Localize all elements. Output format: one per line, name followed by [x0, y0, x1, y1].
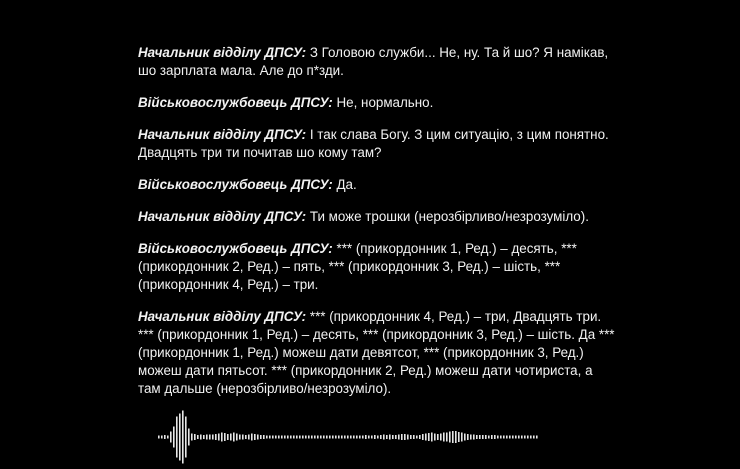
utterance-text: З Головою служби... Не, ну. Та й шо? Я намікав, шо зарплата мала. Але до п*зди. [138, 45, 609, 78]
waveform-bar [179, 414, 181, 461]
speaker-label: Начальник відділу ДПСУ: [138, 309, 307, 324]
waveform-bar [338, 436, 340, 439]
waveform-bar [341, 436, 343, 439]
waveform-bar [443, 433, 445, 442]
waveform-bar [530, 436, 532, 439]
waveform-bar [212, 435, 214, 440]
waveform-bar [191, 434, 193, 441]
waveform-bar [473, 435, 475, 440]
waveform-bar [218, 434, 220, 441]
waveform-bar [413, 435, 415, 439]
waveform-bar [206, 435, 208, 440]
waveform-bar [203, 435, 205, 439]
waveform-bar [401, 434, 403, 440]
waveform-bar [257, 435, 259, 440]
waveform-bar [311, 436, 313, 439]
waveform-bar [353, 436, 355, 439]
waveform-bar [200, 435, 202, 440]
waveform-bar [440, 434, 442, 441]
waveform-bar [356, 436, 358, 439]
waveform-bar [485, 435, 487, 439]
waveform-bar [407, 435, 409, 440]
waveform-bar [209, 435, 211, 440]
waveform-bar [266, 436, 268, 439]
transcript-entry [138, 126, 618, 162]
waveform-bar [347, 436, 349, 439]
waveform-bar [350, 436, 352, 439]
waveform-bar [224, 433, 226, 441]
waveform-bar [185, 417, 187, 458]
waveform-bar [176, 417, 178, 458]
waveform-bar [302, 436, 304, 439]
waveform-bar [290, 436, 292, 439]
waveform-bar [320, 436, 322, 439]
waveform-bar [524, 436, 526, 439]
waveform-bar [215, 434, 217, 440]
waveform-bar [263, 435, 265, 439]
waveform-bar [326, 436, 328, 439]
waveform-bar [446, 433, 448, 442]
waveform-bar [515, 436, 517, 439]
waveform-bar [461, 433, 463, 442]
waveform-bar [377, 436, 379, 439]
waveform-bar [425, 434, 427, 441]
utterance-text: Ти може трошки (нерозбірливо/незрозуміло). [306, 209, 589, 224]
transcript-entry [138, 208, 618, 226]
waveform-bar [380, 435, 382, 439]
waveform-bar [476, 435, 478, 439]
waveform-bar [497, 436, 499, 439]
waveform-bar [359, 436, 361, 439]
waveform-bar [188, 429, 190, 446]
waveform-graphic [158, 390, 548, 469]
waveform-bar [422, 434, 424, 440]
waveform-bar [197, 435, 199, 439]
waveform-bar [284, 436, 286, 439]
waveform-bar [386, 435, 388, 439]
waveform-bar [230, 434, 232, 441]
waveform-bar [494, 435, 496, 439]
waveform-bar [314, 436, 316, 439]
waveform-bar [164, 435, 166, 439]
waveform-bar [260, 435, 262, 439]
waveform-bar [233, 433, 235, 442]
waveform-bar [227, 434, 229, 440]
speaker-label: Начальник відділу ДПСУ: [138, 45, 307, 60]
waveform-bar [293, 436, 295, 439]
waveform-bar [374, 435, 376, 439]
waveform-bar [278, 436, 280, 439]
waveform-bar [344, 436, 346, 439]
waveform-bar [194, 434, 196, 440]
waveform-bar [479, 435, 481, 439]
waveform-bar [158, 436, 160, 439]
waveform-bar [509, 436, 511, 439]
waveform-bar [431, 433, 433, 442]
waveform-bar [428, 433, 430, 441]
waveform-bar [503, 436, 505, 439]
waveform-bar [488, 436, 490, 439]
waveform-bar [317, 436, 319, 439]
waveform-bar [467, 434, 469, 440]
waveform-bar [182, 411, 184, 464]
transcript-entry [138, 308, 618, 398]
waveform-bar [404, 434, 406, 440]
speaker-label: Військовослужбовець ДПСУ: [138, 241, 333, 256]
speaker-label: Начальник відділу ДПСУ: [138, 127, 307, 142]
waveform-bar [491, 435, 493, 439]
waveform-bar [371, 436, 373, 439]
utterance-text: Да. [332, 177, 357, 192]
waveform-bar [251, 434, 253, 441]
transcript-entry [138, 94, 618, 112]
waveform-bar [449, 432, 451, 443]
waveform-bar [434, 434, 436, 441]
waveform-bar [512, 436, 514, 439]
speaker-label: Військовослужбовець ДПСУ: [138, 177, 333, 192]
waveform-bar [458, 432, 460, 442]
waveform-bar [368, 436, 370, 439]
waveform-bar [362, 436, 364, 439]
waveform-bar [296, 436, 298, 439]
waveform-bar [323, 436, 325, 439]
waveform-bar [335, 436, 337, 439]
waveform-bar [533, 436, 535, 439]
waveform-bar [236, 434, 238, 441]
waveform-bar [437, 434, 439, 440]
transcript-entry [138, 44, 618, 80]
utterance-text: Не, нормально. [332, 95, 434, 110]
waveform-bar [173, 427, 175, 448]
waveform-bar [392, 435, 394, 439]
utterance-text: І так слава Богу. З цим ситуацію, з цим понятно. Двадцять три ти почитав шо кому там? [138, 127, 609, 160]
waveform-bar [308, 436, 310, 439]
speaker-label: Військовослужбовець ДПСУ: [138, 95, 333, 110]
waveform-bar [419, 435, 421, 439]
waveform-bar [536, 436, 538, 439]
waveform-bar [470, 435, 472, 440]
utterance-text: *** (прикордонник 1, Ред.) – десять, *** (прикордонник 2, Ред.) – пять, *** (прикордонник 3, Ред.) – шість, *** (прикордонник 4, Ред.) – три. [138, 241, 577, 292]
waveform-bar [416, 436, 418, 439]
waveform-bar [455, 431, 457, 443]
waveform-bar [329, 436, 331, 439]
transcript-entry [138, 176, 618, 194]
waveform-bar [383, 435, 385, 440]
waveform-bar [245, 435, 247, 439]
audio-waveform-icon [158, 390, 548, 469]
waveform-bar [299, 436, 301, 439]
waveform-bar [452, 431, 454, 443]
waveform-bar [248, 435, 250, 440]
waveform-bar [281, 436, 283, 439]
waveform-bar [395, 435, 397, 439]
utterance-text: *** (прикордонник 4, Ред.) – три, Двадцять три. *** (прикордонник 1, Ред.) – десять, *** (прикордонник 3, Ред.) – шість. Да *** (прикордонник 1, Ред.) можеш дати девятсот, *** (прикордонник 3, Ред.) можеш дати пятьсот. *** (прикордонник 2, Ред.) можеш дати чотириста, а там дальше (нерозбірливо/незрозуміло). [138, 309, 615, 396]
waveform-bar [272, 436, 274, 439]
waveform-bar [167, 436, 169, 439]
waveform-bar [332, 436, 334, 439]
speaker-label: Начальник відділу ДПСУ: [138, 209, 307, 224]
waveform-bar [518, 436, 520, 439]
waveform-bar [527, 436, 529, 439]
waveform-bar [269, 436, 271, 439]
waveform-bar [242, 435, 244, 440]
waveform-bar [365, 435, 367, 439]
waveform-bar [254, 434, 256, 440]
waveform-bar [275, 436, 277, 439]
waveform-bar [161, 436, 163, 439]
waveform-bar [464, 434, 466, 441]
waveform-bar [221, 433, 223, 442]
transcript-entry [138, 240, 618, 294]
waveform-bar [389, 435, 391, 440]
waveform-bar [521, 436, 523, 439]
waveform-bar [170, 432, 172, 443]
waveform-bar [482, 435, 484, 439]
waveform-bar [239, 435, 241, 440]
waveform-bar [305, 436, 307, 439]
transcript [138, 44, 618, 412]
waveform-bar [506, 436, 508, 439]
waveform-bar [287, 436, 289, 439]
waveform-bar [398, 435, 400, 440]
waveform-bar [410, 435, 412, 439]
waveform-bar [500, 436, 502, 439]
